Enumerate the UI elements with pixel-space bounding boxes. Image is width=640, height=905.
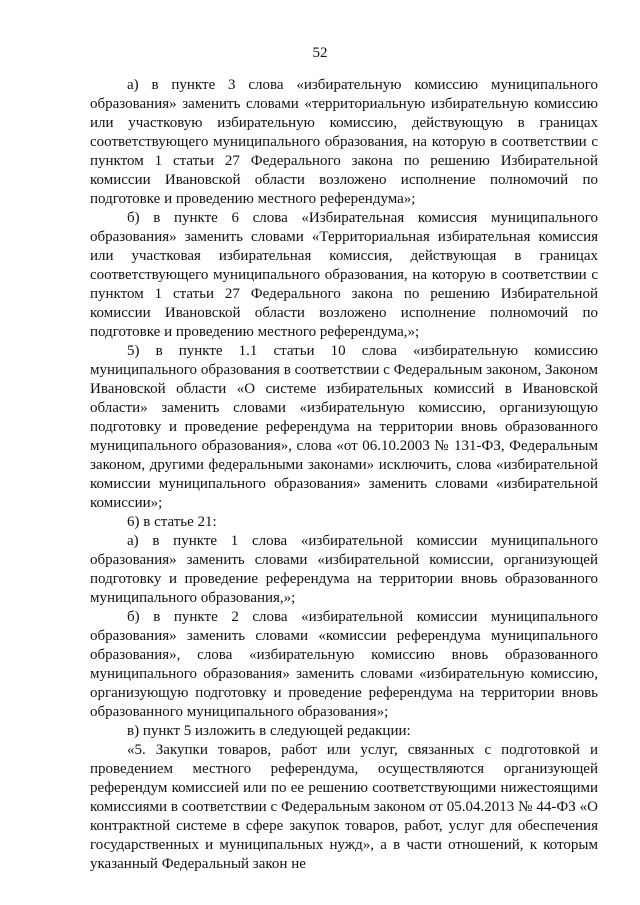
- paragraph-item-6-article-21: 6) в статье 21:: [127, 514, 217, 530]
- paragraph-item-a-point-1: а) в пункте 1 слова «избирательной комиссии муниципального образования» заменить словами «избирательной комиссии, организующей подготовку и проведение референдума на территории вновь образованного муниципального образования,»;: [90, 533, 598, 606]
- paragraph-item-5-article-10: 5) в пункте 1.1 статьи 10 слова «избирательную комиссию муниципального образования в соответствии с Федеральным законом, Законом Ивановской области «О системе избирательных комиссий в Ивановской области» заменить словами «избирательную комиссию, организующую подготовку и проведение референдума на территории вновь образованного муниципального образования», слова «от 06.10.2003 № 131-ФЗ, Федеральным законом, другими федеральными законами» исключить, слова «избирательной комиссии муниципального образования» заменить словами «избирательной комиссии»;: [90, 343, 598, 511]
- paragraph-item-b-point-2: б) в пункте 2 слова «избирательной комиссии муниципального образования» заменить словами «комиссии референдума муниципального образования», слова «избирательную комиссию вновь образованного муниципального образования» заменить словами «избирательную комиссию, организующую подготовку и проведение референдума на территории вновь образованного муниципального образования»;: [90, 609, 598, 720]
- document-body: [90, 76, 598, 874]
- paragraph-point-5-new-text: «5. Закупки товаров, работ или услуг, связанных с подготовкой и проведением местного референдума, осуществляются организующей референдум комиссией или по ее решению соответствующими нижестоящими комиссиями в соответствии с Федеральным законом от 05.04.2013 № 44-ФЗ «О контрактной системе в сфере закупок товаров, работ, услуг для обеспечения государственных и муниципальных нужд», а в части отношений, к которым указанный Федеральный закон не: [90, 742, 598, 872]
- page-number: 52: [312, 45, 328, 61]
- paragraph-item-v-point-5: в) пункт 5 изложить в следующей редакции:: [127, 723, 411, 739]
- paragraph-item-a-point-3: а) в пункте 3 слова «избирательную комиссию муниципального образования» заменить словами «территориальную избирательную комиссию или участковую избирательную комиссию, действующую в границах соответствующего муниципального образования, на которую в соответствии с пунктом 1 статьи 27 Федерального закона по решению Избирательной комиссии Ивановской области возложено исполнение полномочий по подготовке и проведению местного референдума»;: [90, 77, 598, 207]
- paragraph-item-b-point-6: б) в пункте 6 слова «Избирательная комиссия муниципального образования» заменить словами «Территориальная избирательная комиссия или участковая избирательная комиссия, действующая в границах соответствующего муниципального образования, на которую в соответствии с пунктом 1 статьи 27 Федерального закона по решению Избирательной комиссии Ивановской области возложено исполнение полномочий по подготовке и проведению местного референдума,»;: [90, 210, 598, 340]
